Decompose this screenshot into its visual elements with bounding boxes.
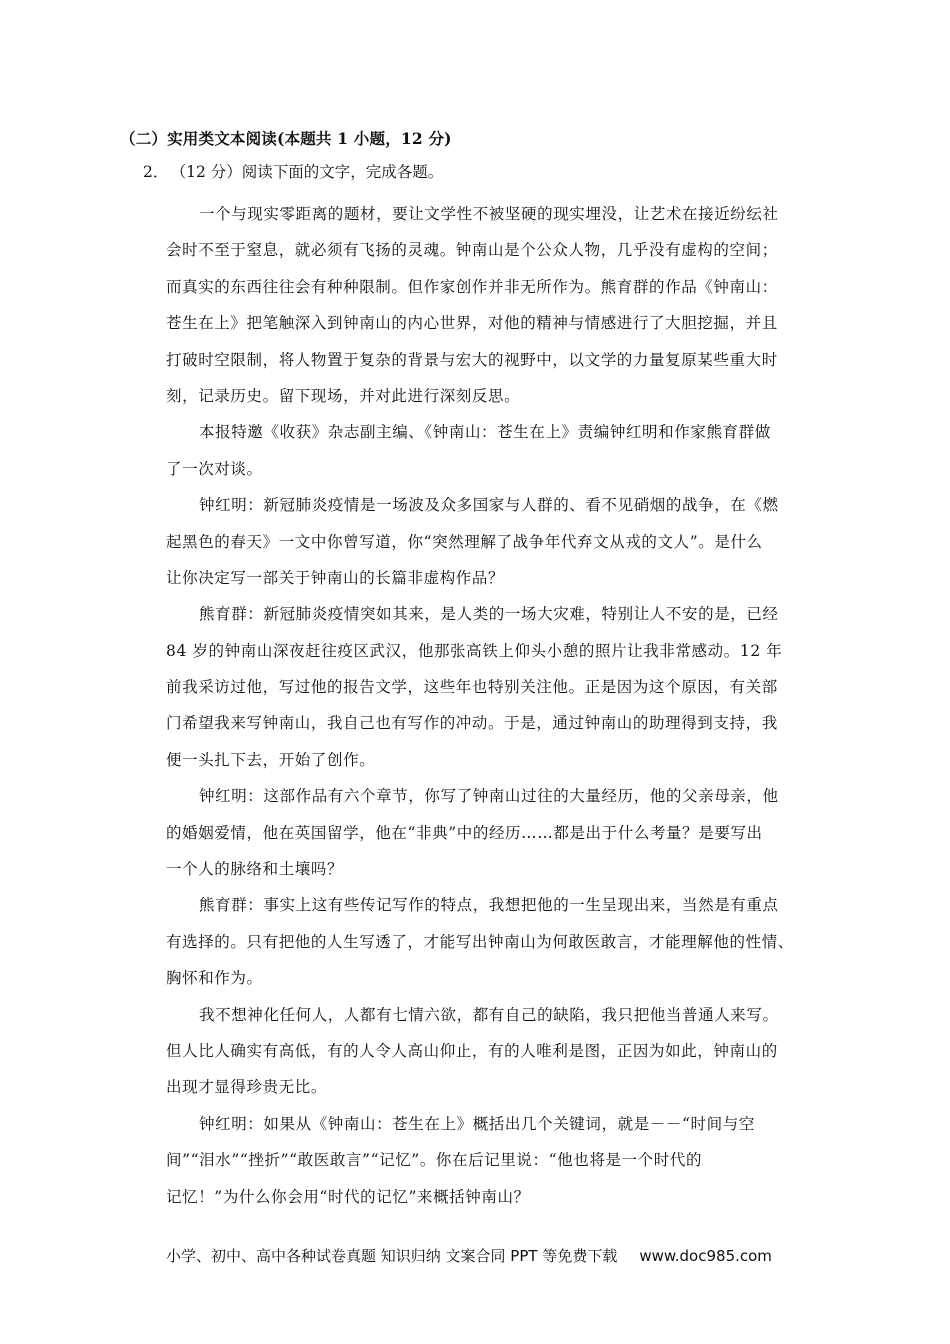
passage-line: 而真实的东西往往会有种种限制。但作家创作并非无所作为。熊育群的作品《钟南山： xyxy=(166,277,778,296)
passage-line: 胸怀和作为。 xyxy=(166,969,263,988)
passage-line: 一个人的脉络和土壤吗？ xyxy=(166,860,344,879)
section-title: （二）实用类文本阅读(本题共 1 小题，12 分) xyxy=(120,129,452,148)
footer-text: 小学、初中、高中各种试卷真题 知识归纳 文案合同 PPT 等免费下载 xyxy=(166,1247,618,1265)
passage-line: 刻，记录历史。留下现场，并对此进行深刻反思。 xyxy=(166,386,521,405)
passage-line: 门希望我来写钟南山，我自己也有写作的冲动。于是，通过钟南山的助理得到支持，我 xyxy=(166,714,778,733)
passage-line: 会时不至于窒息，就必须有飞扬的灵魂。钟南山是个公众人物，几乎没有虚构的空间； xyxy=(166,241,778,260)
question-prompt: （12 分）阅读下面的文字，完成各题。 xyxy=(178,163,444,181)
passage-line: 的婚姻爱情，他在英国留学，他在“非典”中的经历……都是出于什么考量？是要写出 xyxy=(166,823,763,842)
passage-line: 起黑色的春天》一文中你曾写道，你“突然理解了战争年代弃文从戎的文人”。是什么 xyxy=(166,532,763,551)
passage-line: 出现才显得珍贵无比。 xyxy=(166,1078,328,1097)
footer-site-link[interactable]: www.doc985.com xyxy=(639,1247,772,1265)
passage-line: 让你决定写一部关于钟南山的长篇非虚构作品？ xyxy=(166,568,505,587)
question-header xyxy=(143,160,443,182)
passage-line: 有选择的。只有把他的人生写透了，才能写出钟南山为何敢医敢言，才能理解他的性情、 xyxy=(166,932,794,951)
passage-line: 我不想神化任何人，人都有七情六欲，都有自己的缺陷，我只把他当普通人来写。 xyxy=(199,1005,779,1024)
passage-body xyxy=(166,196,810,1215)
passage-line: 钟红明：这部作品有六个章节，你写了钟南山过往的大量经历，他的父亲母亲，他 xyxy=(199,787,779,806)
page-footer xyxy=(166,1245,772,1266)
passage-line: 但人比人确实有高低，有的人令人高山仰止，有的人唯利是图，正因为如此，钟南山的 xyxy=(166,1041,778,1060)
passage-line: 前我采访过他，写过他的报告文学，这些年也特别关注他。正是因为这个原因，有关部 xyxy=(166,678,778,697)
question-number: 2． xyxy=(143,163,169,181)
passage-line: 熊育群：新冠肺炎疫情突如其来，是人类的一场大灾难，特别让人不安的是，已经 xyxy=(199,605,779,624)
passage-line: 了一次对谈。 xyxy=(166,459,263,478)
passage-line: 钟红明：如果从《钟南山：苍生在上》概括出几个关键词，就是－－“时间与空 xyxy=(199,1114,755,1133)
passage-line: 本报特邀《收获》杂志副主编、《钟南山：苍生在上》责编钟红明和作家熊育群做 xyxy=(199,423,771,442)
passage-line: 84 岁的钟南山深夜赶往疫区武汉，他那张高铁上仰头小憩的照片让我非常感动。12 年 xyxy=(166,641,783,660)
passage-line: 钟红明：新冠肺炎疫情是一场波及众多国家与人群的、看不见硝烟的战争，在《燃 xyxy=(199,496,779,515)
passage-line: 一个与现实零距离的题材，要让文学性不被坚硬的现实埋没，让艺术在接近纷纭社 xyxy=(199,205,779,223)
passage-line: 打破时空限制，将人物置于复杂的背景与宏大的视野中，以文学的力量复原某些重大时 xyxy=(166,350,778,369)
passage-line: 熊育群：事实上这有些传记写作的特点，我想把他的一生呈现出来，当然是有重点 xyxy=(199,896,779,915)
passage-line: 间”“泪水”“挫折”“敢医敢言”“记忆”。你在后记里说：“他也将是一个时代的 xyxy=(166,1151,703,1170)
passage-line: 苍生在上》把笔触深入到钟南山的内心世界，对他的精神与情感进行了大胆挖掘，并且 xyxy=(166,314,778,333)
passage-line: 记忆！”为什么你会用“时代的记忆”来概括钟南山？ xyxy=(166,1187,530,1206)
passage-line: 便一头扎下去，开始了创作。 xyxy=(166,750,376,769)
